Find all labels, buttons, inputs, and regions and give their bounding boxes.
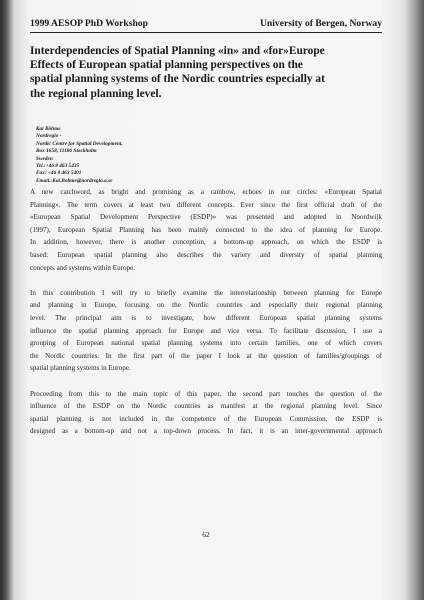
paragraph-3: [30, 388, 382, 438]
text-line: level. The principal aim is to investigate, how different European spatial planning systems: [30, 313, 382, 322]
author-telephone: Tel.:+46 8 463 5435: [36, 163, 80, 170]
text-line: grouping of European national spatial planning systems into certain families, one of which covers: [30, 339, 382, 348]
title-line: Effects of European spatial planning perspectives on the: [30, 59, 303, 72]
text-line: the Nordic countries. In the first part of the paper I look at the question of families/groupings of: [30, 351, 382, 360]
text-line: influence of the ESDP on the Nordic countries as manifest at the regional planning level. Since: [30, 402, 382, 411]
text-line: based: European spatial planning also describes the variety and diversity of spatial planning: [30, 250, 382, 259]
author-fax: Fax: +46 8 463 5401: [36, 170, 82, 177]
author-name: Kai Böhme: [36, 126, 61, 132]
page-number: 62: [202, 530, 210, 539]
text-line: Planning». The term covers at least two different concepts. Ever since the first official draft of the: [30, 200, 382, 209]
text-line: (1997), European Spatial Planning has been mainly connected to the idea of planning for Europe.: [30, 225, 382, 234]
body-text: [30, 186, 382, 450]
title-line: spatial planning systems of the Nordic countries especially at: [30, 73, 325, 86]
text-line: «European Spatial Development Perspective (ESDP)» was presented and adopted in Noordwijk: [30, 213, 382, 222]
text-line: A new catchword, as bright and promising as a rainbow, echoes in our circles: «European Spatial: [30, 188, 382, 196]
author-email: Email.:Kai.Bohme@nordregio.a.se: [36, 177, 113, 184]
title-line: the regional planning level.: [30, 87, 162, 100]
running-header: [30, 18, 382, 33]
paragraph-1: [30, 186, 382, 274]
text-line: In this contribution I will try to briefly examine the interrelationship between planning for Europe: [30, 288, 382, 297]
text-line: spatial planning is not included in the competence of the European Commission, the ESDP is: [30, 414, 382, 423]
text-line: influence the spatial planning approach for Europe and vice versa. To facilitate discussion, I use a: [30, 326, 382, 335]
paper-title: [30, 44, 382, 101]
text-line: concepts and systems within Europe.: [30, 263, 136, 272]
text-line: spatial planning systems in Europe.: [30, 364, 131, 373]
title-line: Interdependencies of Spatial Planning «in» and «for»Europe: [30, 45, 325, 57]
author-address: Box 1658, 11186 Stockholm: [36, 148, 97, 155]
text-line: and planning in Europe, focusing on the Nordic countries and especially their regional planning: [30, 301, 382, 310]
text-line: designed as a bottom-up and not a top-down process. In fact, it is an inter-governmental approach: [30, 427, 382, 436]
text-line: Proceeding from this to the main topic of this paper, the second part touches the question of the: [30, 389, 382, 398]
header-university: University of Bergen, Norway: [259, 18, 382, 29]
text-line: In addition, however, there is another conception, a bottom-up approach, on which the ESDP is: [30, 238, 382, 247]
paragraph-2: [30, 287, 382, 375]
author-country: Sweden: [36, 155, 53, 162]
document-page: [30, 8, 382, 592]
author-affiliation: Nordic Centre for Spatial Development,: [36, 140, 123, 147]
author-affiliation: Nordregio -: [36, 133, 62, 140]
author-block: [36, 126, 286, 185]
header-workshop: 1999 AESOP PhD Workshop: [30, 18, 148, 29]
